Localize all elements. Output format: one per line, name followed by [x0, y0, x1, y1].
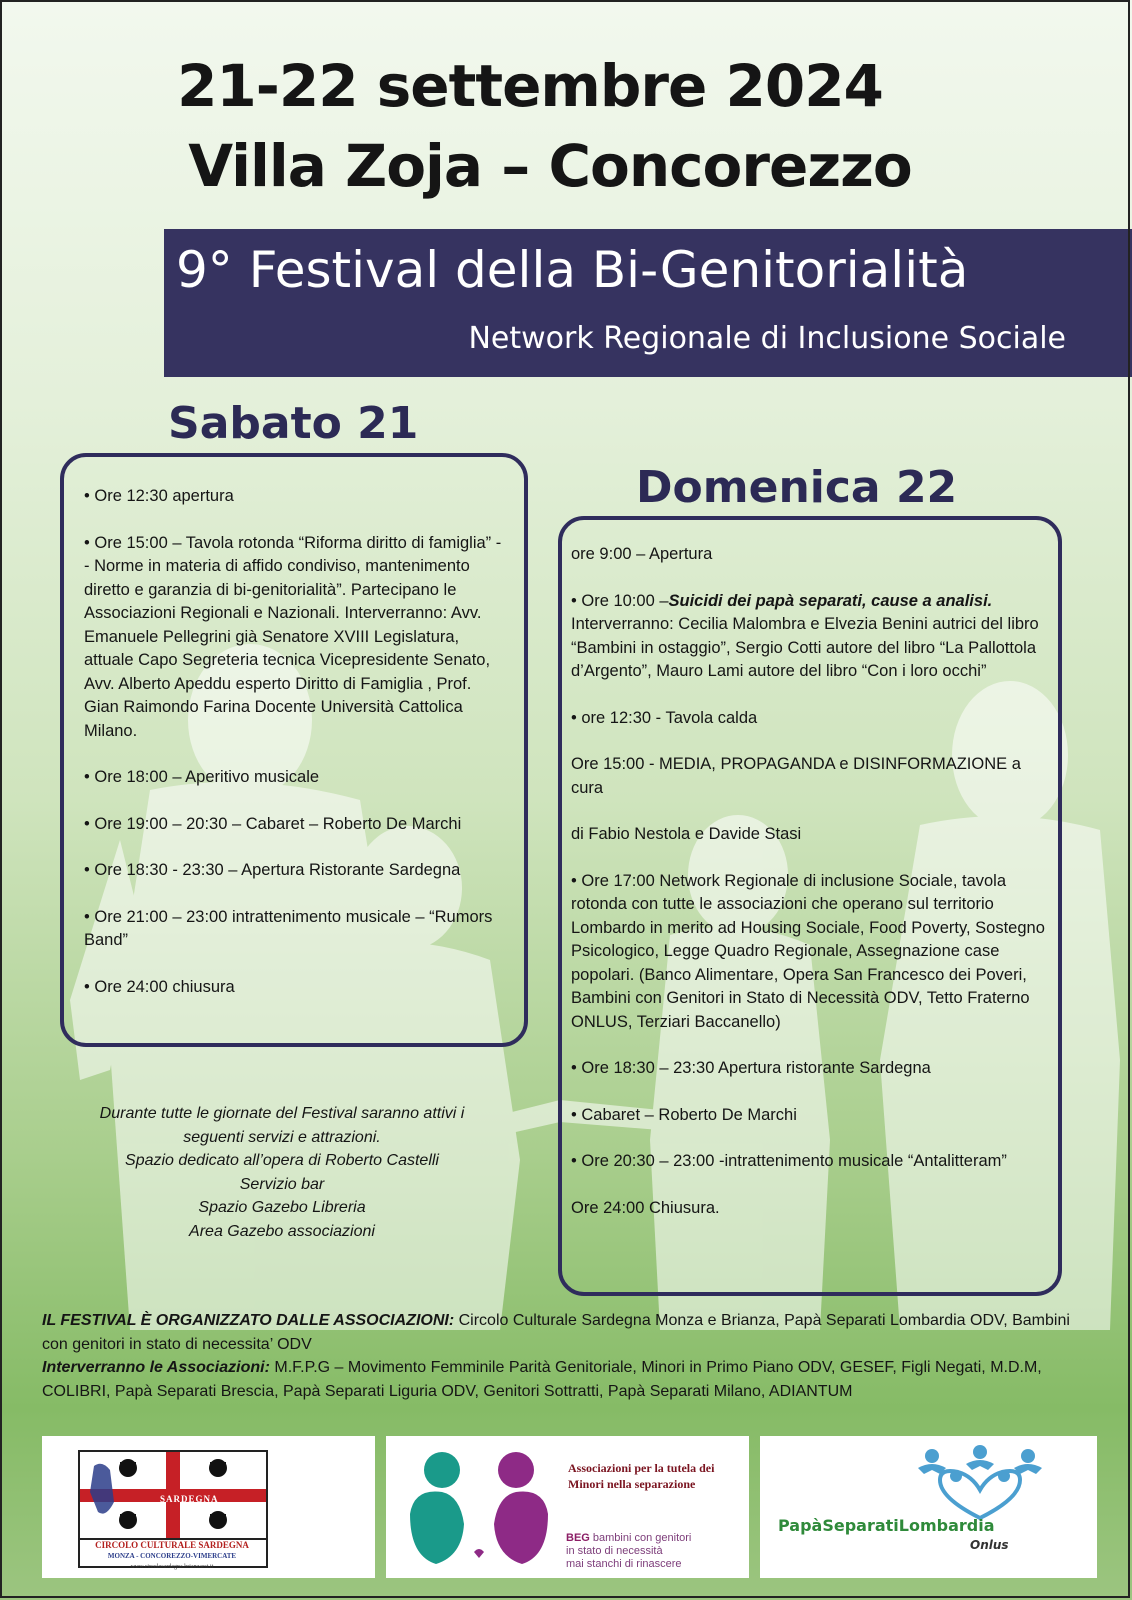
- schedule-item: • Ore 18:00 – Aperitivo musicale: [84, 768, 320, 786]
- schedule-item: • Ore 18:30 – 23:30 Apertura ristorante Sardegna: [571, 1059, 931, 1077]
- schedule-item: • Ore 20:30 – 23:00 -intrattenimento musicale “Antalitteram”: [571, 1152, 1007, 1170]
- schedule-item: Ore 24:00 Chiusura.: [571, 1198, 720, 1217]
- participants-text: M.F.P.G – Movimento Femminile Parità Genitoriale, Minori in Primo Piano ODV, GESEF, Figli Negati, M.D.M, COLIBRI, Papà Separati Brescia, Papà Separati Liguria ODV, Genitori Sottratti, Papà Separati Milano, ADIANTUM: [42, 1359, 1042, 1400]
- event-date: 21-22 settembre 2024: [177, 52, 883, 120]
- schedule-item: ore 9:00 – Apertura: [571, 545, 713, 563]
- sunday-title: Domenica 22: [636, 462, 958, 513]
- sardegna-word: SARDEGNA: [160, 1494, 219, 1504]
- sunday-schedule: [571, 543, 1051, 1243]
- saturday-schedule: [84, 485, 504, 1022]
- beg-line-3: mai stanchi di rinascere: [566, 1558, 682, 1570]
- schedule-item: • Ore 18:30 - 23:30 – Apertura Ristorante Sardegna: [84, 861, 461, 879]
- sardegna-flag-logo: [78, 1450, 268, 1568]
- services-list: [72, 1102, 492, 1243]
- service-item: Area Gazebo associazioni: [189, 1222, 375, 1240]
- participants-line: [42, 1356, 1092, 1403]
- participants-label: Interverranno le Associazioni:: [42, 1359, 270, 1376]
- service-item: Spazio dedicato all’opera di Roberto Castelli: [125, 1152, 439, 1169]
- beg-line-1: bambini con genitori: [592, 1532, 692, 1544]
- circolo-name: CIRCOLO CULTURALE SARDEGNA: [95, 1540, 249, 1550]
- logo-papa-separati-lombardia: [760, 1436, 1097, 1578]
- logo-circolo-sardegna: [42, 1436, 375, 1578]
- schedule-item-topic: Suicidi dei papà separati, cause a analisi.: [668, 591, 993, 610]
- festival-subtitle: Network Regionale di Inclusione Sociale: [468, 321, 1066, 356]
- people-heart-icon: [910, 1442, 1050, 1520]
- logo-beg: [386, 1436, 749, 1578]
- organizers-label: IL FESTIVAL È ORGANIZZATO DALLE ASSOCIAZIONI:: [42, 1312, 455, 1329]
- beg-brand: BEG: [566, 1532, 590, 1544]
- festival-banner: [164, 229, 1132, 377]
- circolo-place: MONZA - CONCOREZZO-VIMERCATE: [107, 1552, 237, 1560]
- schedule-item: • Ore 17:00 Network Regionale di inclusione Sociale, tavola rotonda con tutte le associazioni che operano sul territorio Lombardo in merito ad Housing Sociale, Food Poverty, Sostegno Psicologico, Legge Quadro Regionale, Assegnazione case popolari. (Banco Alimentare, Opera San Francesco dei Poveri, Bambini con Genitori in Stato di Necessità ODV, Tetto Fraterno ONLUS, Terziari Baccanello): [571, 871, 1045, 1031]
- service-item: Spazio Gazebo Libreria: [198, 1199, 366, 1216]
- beg-family-icon: [404, 1444, 554, 1572]
- beg-tagline: [566, 1532, 736, 1571]
- schedule-item: • Cabaret – Roberto De Marchi: [571, 1105, 797, 1124]
- schedule-item: • Ore 21:00 – 23:00 intrattenimento musicale – “Rumors Band”: [84, 907, 493, 949]
- schedule-item: • Ore 12:30 apertura: [84, 487, 234, 505]
- schedule-item-1000: [571, 590, 1051, 684]
- schedule-item: • ore 12:30 - Tavola calda: [571, 708, 758, 727]
- organizers-line: [42, 1309, 1092, 1356]
- schedule-item: Ore 15:00 - MEDIA, PROPAGANDA e DISINFORMAZIONE a cura: [571, 755, 1021, 797]
- psl-name: PapàSeparatiLombardia: [778, 1516, 995, 1535]
- circolo-website: www.circolosardegna.brianzaest.it: [130, 1564, 214, 1570]
- beg-line-2: in stato di necessità: [566, 1545, 663, 1557]
- schedule-item: di Fabio Nestola e Davide Stasi: [571, 825, 802, 843]
- organizers-section: [42, 1309, 1092, 1403]
- services-intro: Durante tutte le giornate del Festival saranno attivi i seguenti servizi e attrazioni.: [99, 1105, 465, 1146]
- service-item: Servizio bar: [239, 1175, 325, 1193]
- saturday-title: Sabato 21: [168, 398, 419, 449]
- festival-title: 9° Festival della Bi-Genitorialità: [176, 241, 969, 299]
- organizers-text: Circolo Culturale Sardegna Monza e Brianza, Papà Separati Lombardia ODV, Bambini con genitori in stato di necessita’ ODV: [42, 1312, 1070, 1353]
- schedule-item: • Ore 24:00 chiusura: [84, 977, 235, 996]
- psl-onlus: Onlus: [970, 1538, 1009, 1552]
- event-location: Villa Zoja – Concorezzo: [188, 132, 912, 200]
- schedule-item-time: • Ore 10:00 –: [571, 591, 669, 610]
- schedule-item-speakers: Interverranno: Cecilia Malombra e Elvezia Benini autrici del libro “Bambini in ostaggio”, Sergio Cotti autore del libro “La Pallottola d’Argento”, Mauro Lami autore del libro “Con i loro occhi”: [571, 615, 1039, 680]
- schedule-item: • Ore 15:00 – Tavola rotonda “Riforma diritto di famiglia” - - Norme in materia di affido condiviso, mantenimento diretto e garanzia di bi-genitorialità”. Partecipano le Associazioni Regionali e Nazionali. Interverranno: Avv. Emanuele Pellegrini già Senatore XVIII Legislatura, attuale Capo Segreteria tecnica Vicepresidente Senato, Avv. Alberto Apeddu esperto Diritto di Famiglia , Prof. Gian Raimondo Farina Docente Università Cattolica Milano.: [84, 533, 502, 740]
- beg-heading: Associazioni per la tutela dei Minori nella separazione: [568, 1461, 715, 1491]
- schedule-item: • Ore 19:00 – 20:30 – Cabaret – Roberto De Marchi: [84, 814, 462, 833]
